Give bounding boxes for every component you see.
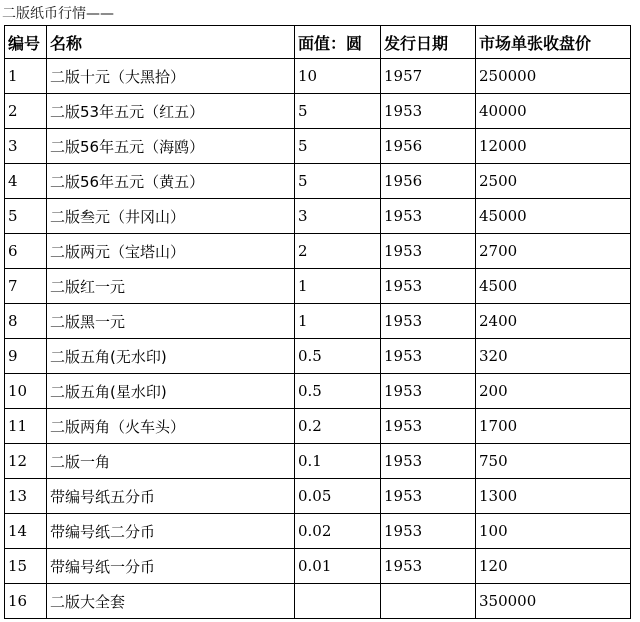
cell-issue-date: 1953: [381, 409, 476, 444]
table-row: [5, 549, 631, 584]
table-row: [5, 374, 631, 409]
header-issue-date: 发行日期: [381, 26, 476, 59]
cell-face-value: 10: [295, 59, 381, 94]
cell-closing-price: 4500: [476, 269, 631, 304]
cell-id: 16: [5, 584, 47, 619]
cell-face-value: 0.05: [295, 479, 381, 514]
cell-closing-price: 320: [476, 339, 631, 374]
cell-closing-price: 1700: [476, 409, 631, 444]
table-row: [5, 164, 631, 199]
cell-id: 14: [5, 514, 47, 549]
cell-issue-date: 1953: [381, 479, 476, 514]
cell-face-value: [295, 584, 381, 619]
cell-id: 11: [5, 409, 47, 444]
cell-face-value: 5: [295, 129, 381, 164]
cell-id: 3: [5, 129, 47, 164]
cell-name: 二版一角: [47, 444, 295, 479]
cell-id: 2: [5, 94, 47, 129]
table-row: [5, 339, 631, 374]
cell-face-value: 5: [295, 164, 381, 199]
cell-id: 9: [5, 339, 47, 374]
cell-closing-price: 2700: [476, 234, 631, 269]
header-id: 编号: [5, 26, 47, 59]
cell-closing-price: 250000: [476, 59, 631, 94]
cell-closing-price: 2500: [476, 164, 631, 199]
cell-issue-date: 1953: [381, 514, 476, 549]
cell-issue-date: 1953: [381, 304, 476, 339]
table-row: [5, 59, 631, 94]
cell-issue-date: 1953: [381, 199, 476, 234]
cell-name: 二版红一元: [47, 269, 295, 304]
cell-id: 6: [5, 234, 47, 269]
cell-face-value: 0.01: [295, 549, 381, 584]
banknote-price-table: [4, 25, 631, 619]
cell-closing-price: 100: [476, 514, 631, 549]
cell-name: 二版叁元（井冈山）: [47, 199, 295, 234]
header-row: [5, 26, 631, 59]
header-name: 名称: [47, 26, 295, 59]
cell-issue-date: 1956: [381, 129, 476, 164]
cell-name: 二版五角(无水印): [47, 339, 295, 374]
cell-closing-price: 1300: [476, 479, 631, 514]
cell-face-value: 3: [295, 199, 381, 234]
table-row: [5, 409, 631, 444]
table-row: [5, 129, 631, 164]
cell-face-value: 1: [295, 304, 381, 339]
cell-id: 15: [5, 549, 47, 584]
table-row: [5, 514, 631, 549]
table-row: [5, 199, 631, 234]
cell-id: 1: [5, 59, 47, 94]
cell-face-value: 0.02: [295, 514, 381, 549]
table-row: [5, 94, 631, 129]
cell-closing-price: 45000: [476, 199, 631, 234]
cell-name: 二版十元（大黑拾）: [47, 59, 295, 94]
cell-face-value: 0.1: [295, 444, 381, 479]
cell-name: 二版五角(星水印): [47, 374, 295, 409]
cell-name: 二版53年五元（红五）: [47, 94, 295, 129]
cell-issue-date: 1953: [381, 234, 476, 269]
cell-face-value: 5: [295, 94, 381, 129]
header-closing-price: 市场单张收盘价: [476, 26, 631, 59]
cell-issue-date: 1953: [381, 94, 476, 129]
table-row: [5, 234, 631, 269]
cell-issue-date: 1956: [381, 164, 476, 199]
cell-issue-date: 1953: [381, 444, 476, 479]
cell-face-value: 0.2: [295, 409, 381, 444]
cell-closing-price: 200: [476, 374, 631, 409]
cell-name: 二版56年五元（黄五）: [47, 164, 295, 199]
cell-name: 二版56年五元（海鸥）: [47, 129, 295, 164]
table-body: [5, 59, 631, 619]
cell-name: 带编号纸二分币: [47, 514, 295, 549]
cell-id: 4: [5, 164, 47, 199]
cell-name: 二版两元（宝塔山）: [47, 234, 295, 269]
cell-issue-date: 1953: [381, 549, 476, 584]
table-row: [5, 584, 631, 619]
cell-issue-date: 1953: [381, 269, 476, 304]
table-row: [5, 304, 631, 339]
cell-issue-date: 1953: [381, 374, 476, 409]
cell-closing-price: 750: [476, 444, 631, 479]
table-row: [5, 269, 631, 304]
cell-id: 12: [5, 444, 47, 479]
cell-id: 13: [5, 479, 47, 514]
table-caption: 二版纸币行情——: [2, 6, 114, 22]
table-row: [5, 479, 631, 514]
cell-id: 7: [5, 269, 47, 304]
cell-closing-price: 120: [476, 549, 631, 584]
cell-face-value: 0.5: [295, 339, 381, 374]
cell-issue-date: 1957: [381, 59, 476, 94]
cell-id: 5: [5, 199, 47, 234]
header-face-value: 面值：圆: [295, 26, 381, 59]
cell-face-value: 0.5: [295, 374, 381, 409]
cell-closing-price: 350000: [476, 584, 631, 619]
cell-closing-price: 2400: [476, 304, 631, 339]
table-row: [5, 444, 631, 479]
cell-name: 二版两角（火车头）: [47, 409, 295, 444]
cell-issue-date: [381, 584, 476, 619]
cell-id: 8: [5, 304, 47, 339]
cell-closing-price: 40000: [476, 94, 631, 129]
cell-name: 带编号纸五分币: [47, 479, 295, 514]
cell-closing-price: 12000: [476, 129, 631, 164]
cell-issue-date: 1953: [381, 339, 476, 374]
cell-face-value: 1: [295, 269, 381, 304]
cell-name: 带编号纸一分币: [47, 549, 295, 584]
cell-name: 二版黑一元: [47, 304, 295, 339]
cell-id: 10: [5, 374, 47, 409]
cell-face-value: 2: [295, 234, 381, 269]
cell-name: 二版大全套: [47, 584, 295, 619]
